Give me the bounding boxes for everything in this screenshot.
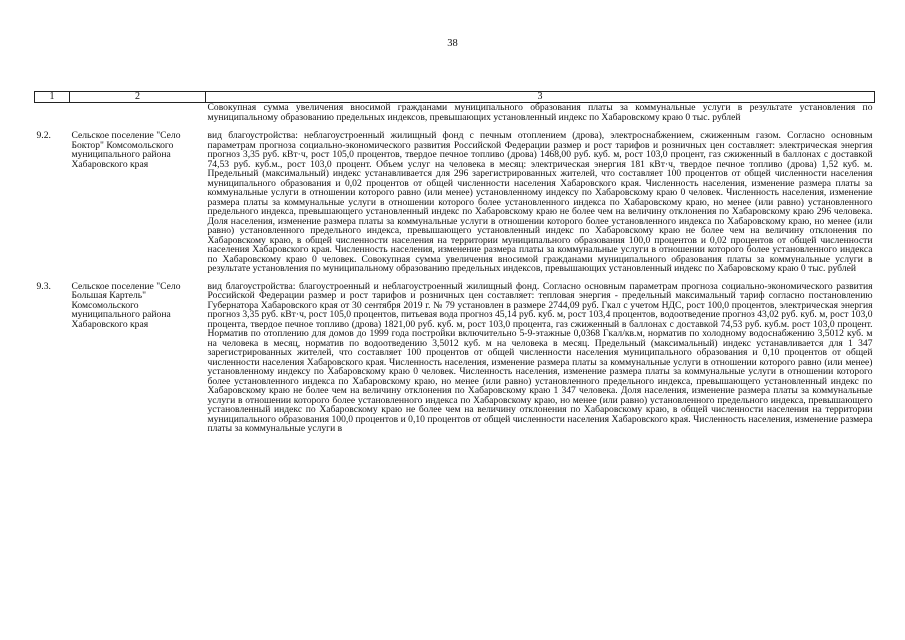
- row-number: 9.2.: [36, 130, 51, 141]
- header-col-1: 1: [35, 92, 70, 103]
- row-description: вид благоустройства: благоустроенный и неблагоустроенный жилищный фонд. Согласно основным параметрам прогноза социально-экономического развития Российской Федерации размер и рост тарифов и розничных цен составляет: тепловая энергия - предельный максимальный тариф согласно постановлению Губернатора Хабаровского края от 30 сентября 2019 г. № 79 установлен в размере 2744,09 руб. Гкал с учетом НДС, рост 100,0 процентов, электрическая энергия прогноз 3,35 руб. кВт·ч, рост 105,0 процентов, питьевая вода прогноз 45,14 руб. куб. м, рост 103,4 процентов, водоотведение прогноз 43,02 руб. куб. м, рост 103,0 процента, твердое печное топливо (дрова) 1821,00 руб. куб. м, рост 103,0 процента, газ сжиженный в баллонах с доставкой 74,53 руб. куб.м. рост 103,0 процент. Норматив по отоплению для домов до 1999 года постройки включительно 5-9-этажные 0,0368 Гкал/кв.м, норматив по холодному водоснабжению 3,5012 куб. м на человека в месяц, норматив по водоотведению 3,5012 куб. м на человека в месяц. Предельный (максимальный) индекс устанавливается для 1 347 зарегистрированных жителей, что составляет 100 процентов от общей численности населения муниципального образования и 0,10 процентов от общей численности населения Хабаровского края. Численность населения, изменение размера платы за коммунальные услуги в отношении которого равно (или менее) установленному индексу по Хабаровскому краю 0 человек. Численность населения, изменение размера платы за коммунальные услуги в отношении которого более установленного индекса по Хабаровскому краю, но менее (или равно) установленного предельного индекса, превышающего установленный индекс по Хабаровскому краю не более чем на величину отклонения по Хабаровскому краю 1 347 человека. Доля населения, изменение размера платы за коммунальные услуги в отношении которого более установленного индекса по Хабаровскому краю, но менее (или равно) установленного предельного индекса, превышающего установленный индекс по Хабаровскому краю не более чем на величину отклонения по Хабаровскому краю, в общей численности населения на территории муниципального образования 100,0 процентов и 0,10 процентов от общей численности населения Хабаровского края. Численность населения, изменение размера платы за коммунальные услуги в: [207, 280, 873, 434]
- page-number: 38: [447, 38, 458, 49]
- table-row: [35, 274, 875, 434]
- tariff-table: [34, 91, 875, 434]
- row-number: 9.3.: [36, 280, 51, 292]
- table-row: [35, 122, 875, 274]
- row-description: вид благоустройства: неблагоустроенный жилищный фонд с печным отоплением (дрова), электроснабжением, сжиженным газом. Согласно основным параметрам прогноза социально-экономического развития Российской Федерации размер и рост тарифов и розничных цен составляет: электрическая энергия прогноз 3,35 руб. кВт·ч, рост 105,0 процентов, твердое печное топливо (дрова) 1468,00 руб. куб. м, рост 103,0 процент, газ сжиженный в баллонах с доставкой 74,53 руб. куб.м., рост 103,0 процент. Объем услуг на человека в месяц: электрическая энергия 181 кВт·ч, твердое печное топливо (дрова) 1,52 куб. м. Предельный (максимальный) индекс устанавливается для 296 зарегистрированных жителей, что составляет 100 процентов от общей численности населения муниципального образования и 0,02 процентов от общей численности населения Хабаровского края. Численность населения, изменение размера платы за коммунальные услуги в отношении которого равно (или менее) установленному индексу по Хабаровскому краю 0 человек. Численность населения, изменение размера платы за коммунальные услуги в отношении которого более установленного индекса по Хабаровскому краю, но менее (или равно) установленного предельного индекса, превышающего установленный индекс по Хабаровскому краю не более чем на величину отклонения по Хабаровскому краю 296 человека. Доля населения, изменение размера платы за коммунальные услуги в отношении которого более установленного индекса по Хабаровскому краю, но менее (или равно) установленного предельного индекса, превышающего установленный индекс по Хабаровскому краю не более чем на величину отклонения по Хабаровскому краю, в общей численности населения на территории муниципального образования 100,0 процентов и 0,02 процентов от общей численности населения Хабаровского края. Численность населения, изменение размера платы за коммунальные услуги в отношении которого более установленного индекса по Хабаровскому краю 0 человек. Совокупная сумма увеличения вносимой гражданами муниципального образования платы за коммунальные услуги в результате установления по муниципальному образованию предельных индексов, превышающих установленный индекс по Хабаровскому краю 0 тыс. рублей: [207, 130, 873, 274]
- table-row: [35, 103, 875, 123]
- row-description: Совокупная сумма увеличения вносимой гражданами муниципального образования платы за коммунальные услуги в результате установления по муниципальному образованию предельных индексов, превышающих установленный индекс по Хабаровскому краю 0 тыс. рублей: [207, 102, 873, 123]
- row-number: [35, 103, 70, 123]
- header-col-2: 2: [70, 92, 206, 103]
- table-header-row: [35, 92, 875, 103]
- municipality-name: Сельское поселение "Село Боктор" Комсомольского муниципального района Хабаровского края: [71, 130, 181, 170]
- municipality-name: Сельское поселение "Село Большая Картель" Комсомольского муниципального района Хабаровского края: [71, 280, 181, 330]
- header-col-3: 3: [206, 92, 875, 103]
- municipality-name: [70, 103, 206, 123]
